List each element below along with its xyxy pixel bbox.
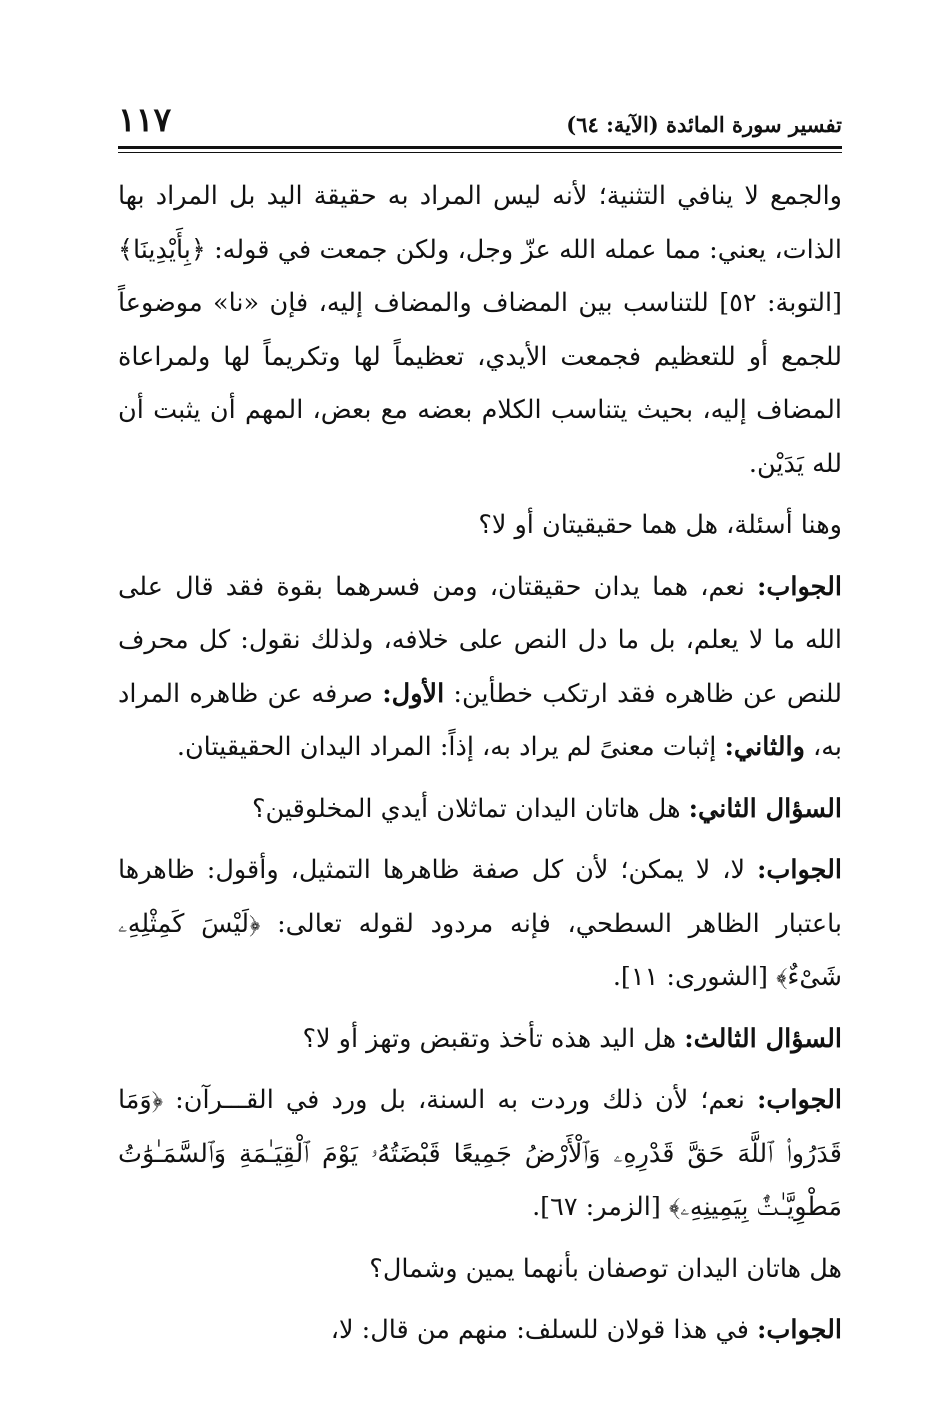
- header-rule: [118, 146, 842, 154]
- answer-label: الجواب:: [757, 855, 842, 885]
- paragraph-3-second-text: إثبات معنىً لم يراد به، إذاً: المراد اليدان الحقيقيتان.: [176, 732, 717, 762]
- header-rule-thin: [118, 152, 842, 153]
- question-two-label: السؤال الثاني:: [688, 793, 842, 824]
- running-title: تفسير سورة المائدة (الآية: ٦٤): [566, 112, 842, 137]
- paragraph-3: [118, 561, 842, 775]
- answer-label: الجواب:: [757, 1315, 842, 1345]
- paragraph-2: [118, 499, 842, 553]
- paragraph-3-first-text: صرفه عن ظاهره المراد به،: [118, 678, 842, 762]
- page-number: ١١٧: [118, 100, 172, 139]
- header-rule-thick: [118, 146, 842, 149]
- second-label: والثاني:: [724, 732, 805, 762]
- paragraph-8: [118, 1243, 842, 1297]
- paragraph-3-text: نعم، هما يدان حقيقتان، ومن فسرهما بقوة فقد قال على الله ما لا يعلم، بل ما دل النص على خلافه، ولذلك نقول: كل محرف للنص عن ظاهره فقد ارتكب خطأين:: [118, 571, 843, 709]
- paragraph-6-text: هل اليد هذه تأخذ وتقبض وتهز أو لا؟: [302, 1023, 677, 1054]
- paragraph-2-text: وهنا أسئلة، هل هما حقيقيتان أو لا؟: [478, 510, 842, 540]
- answer-label: الجواب:: [756, 571, 842, 602]
- paragraph-8-text: هل هاتان اليدان توصفان بأنهما يمين وشمال؟: [369, 1253, 842, 1284]
- paragraph-1-text: والجمع لا ينافي التثنية؛ لأنه ليس المراد به حقيقة اليد بل المراد بها الذات، يعني: مما عمله الله عزّ وجل، ولكن جمعت في قوله: ﴿بِأَيْدِينَا﴾ [التوبة: ٥٢] للتناسب بين المضاف والمضاف إليه، فإن «نا» موضوعاً للجمع أو للتعظيم فجمعت الأيدي، تعظيماً لها وتكريماً لها ولمراعاة المضاف إليه، بحيث يتناسب الكلام بعضه مع بعض، المهم أن يثبت أن لله يَدَيْن.: [118, 181, 842, 479]
- paragraph-7-text: نعم؛ لأن ذلك وردت به السنة، بل ورد في القـــرآن: ﴿وَمَا قَدَرُوا۟ ٱللَّهَ حَقَّ قَدْرِهِۦ وَٱلْأَرْضُ جَمِيعًا قَبْضَتُهُۥ يَوْمَ ٱلْقِيَـٰمَةِ وَٱلسَّمَـٰوَٰتُ مَطْوِيَّـٰتٌۢ بِيَمِينِهِۦ﴾ [الزمر: ٦٧].: [118, 1085, 842, 1222]
- answer-label: الجواب:: [757, 1085, 842, 1115]
- body-text: [118, 170, 842, 1358]
- paragraph-9: [118, 1304, 842, 1358]
- question-three-label: السؤال الثالث:: [684, 1023, 842, 1054]
- paragraph-6: [118, 1013, 842, 1067]
- paragraph-7: [118, 1074, 842, 1235]
- book-page: [118, 100, 843, 1345]
- paragraph-4: [118, 783, 842, 837]
- paragraph-1: [118, 170, 842, 491]
- paragraph-5: [118, 844, 842, 1005]
- page-header: [118, 100, 842, 146]
- paragraph-5-text: لا، لا يمكن؛ لأن كل صفة ظاهرها التمثيل، وأقول: ظاهرها باعتبار الظاهر السطحي، فإنه مردود لقوله تعالى: ﴿لَيْسَ كَمِثْلِهِۦ شَىْءٌ﴾ [الشورى: ١١].: [118, 855, 842, 992]
- first-label: الأول:: [382, 678, 445, 709]
- paragraph-9-text: في هذا قولان للسلف: منهم من قال: لا،: [330, 1315, 749, 1345]
- paragraph-4-text: هل هاتان اليدان تماثلان أيدي المخلوقين؟: [252, 793, 681, 824]
